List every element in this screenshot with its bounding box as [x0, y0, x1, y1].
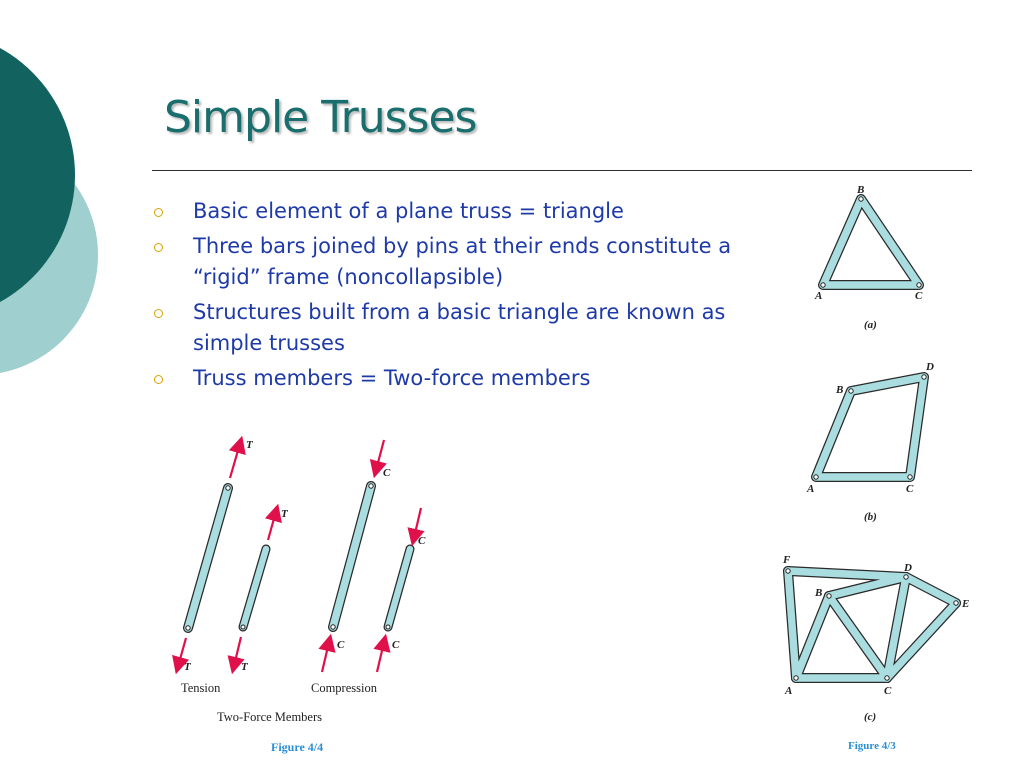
tension-arrow — [268, 508, 277, 540]
node-label: C — [915, 290, 923, 302]
pin-joint — [904, 575, 908, 579]
pin-joint — [814, 475, 818, 479]
force-label: T — [246, 439, 253, 451]
figure-4-3-b — [806, 361, 934, 523]
bullet-text: Truss members = Two-force members — [193, 366, 591, 390]
pin-joint — [917, 283, 921, 287]
compression-short-bar — [386, 549, 410, 629]
node-label: C — [906, 483, 914, 495]
node-label: A — [785, 685, 793, 697]
force-label: C — [337, 639, 345, 651]
node-label: B — [815, 587, 823, 599]
pin-joint — [794, 676, 798, 680]
tension-arrow — [233, 637, 241, 670]
figure-reference: Figure 4/3 — [848, 740, 896, 752]
tension-long-bar — [186, 486, 230, 630]
tension-short-bar — [241, 549, 266, 629]
pin-joint — [908, 475, 912, 479]
compression-long-bar — [331, 484, 373, 629]
bullet-text: Structures built from a basic triangle are known as simple trusses — [193, 300, 726, 355]
node-label: B — [836, 384, 844, 396]
force-label: T — [241, 661, 248, 673]
force-label: C — [392, 639, 400, 651]
force-label: T — [184, 661, 191, 673]
node-label: F — [783, 554, 791, 566]
pin-joint — [859, 197, 863, 201]
node-label: C — [884, 685, 892, 697]
pin-joint — [849, 389, 853, 393]
pin-joint — [821, 283, 825, 287]
node-label: D — [926, 361, 934, 373]
compression-arrow — [322, 638, 330, 672]
compression-label: Compression — [311, 681, 377, 695]
bullet-text: Three bars joined by pins at their ends constitute a “rigid” frame (noncollapsible) — [193, 234, 732, 289]
pin-joint — [885, 676, 889, 680]
truss-members — [823, 199, 919, 285]
pin-joint — [922, 375, 926, 379]
node-label: D — [904, 562, 912, 574]
node-label: B — [857, 184, 865, 196]
tension-label: Tension — [181, 681, 221, 695]
compression-arrow — [377, 638, 385, 672]
figure-caption: Two-Force Members — [217, 710, 322, 724]
force-label: C — [383, 467, 391, 479]
slide-title: Simple Trusses — [164, 92, 477, 143]
figure-caption: (a) — [864, 319, 877, 331]
pin-joint — [786, 569, 790, 573]
node-label: A — [807, 483, 815, 495]
force-label: T — [281, 508, 288, 520]
figure-4-3-c — [782, 554, 969, 752]
node-label: A — [815, 290, 823, 302]
figure-caption: (c) — [864, 711, 877, 723]
figure-reference: Figure 4/4 — [271, 740, 324, 754]
figure-caption: (b) — [864, 511, 877, 523]
force-label: C — [418, 535, 426, 547]
pin-joint — [827, 594, 831, 598]
tension-arrow — [230, 440, 241, 478]
node-label: E — [962, 598, 970, 610]
figure-4-3-a — [814, 184, 923, 331]
bullet-text: Basic element of a plane truss = triangle — [193, 199, 624, 223]
figure-4-4 — [177, 439, 426, 754]
pin-joint — [954, 601, 958, 605]
truss-members — [816, 377, 924, 477]
truss-members — [788, 571, 956, 678]
